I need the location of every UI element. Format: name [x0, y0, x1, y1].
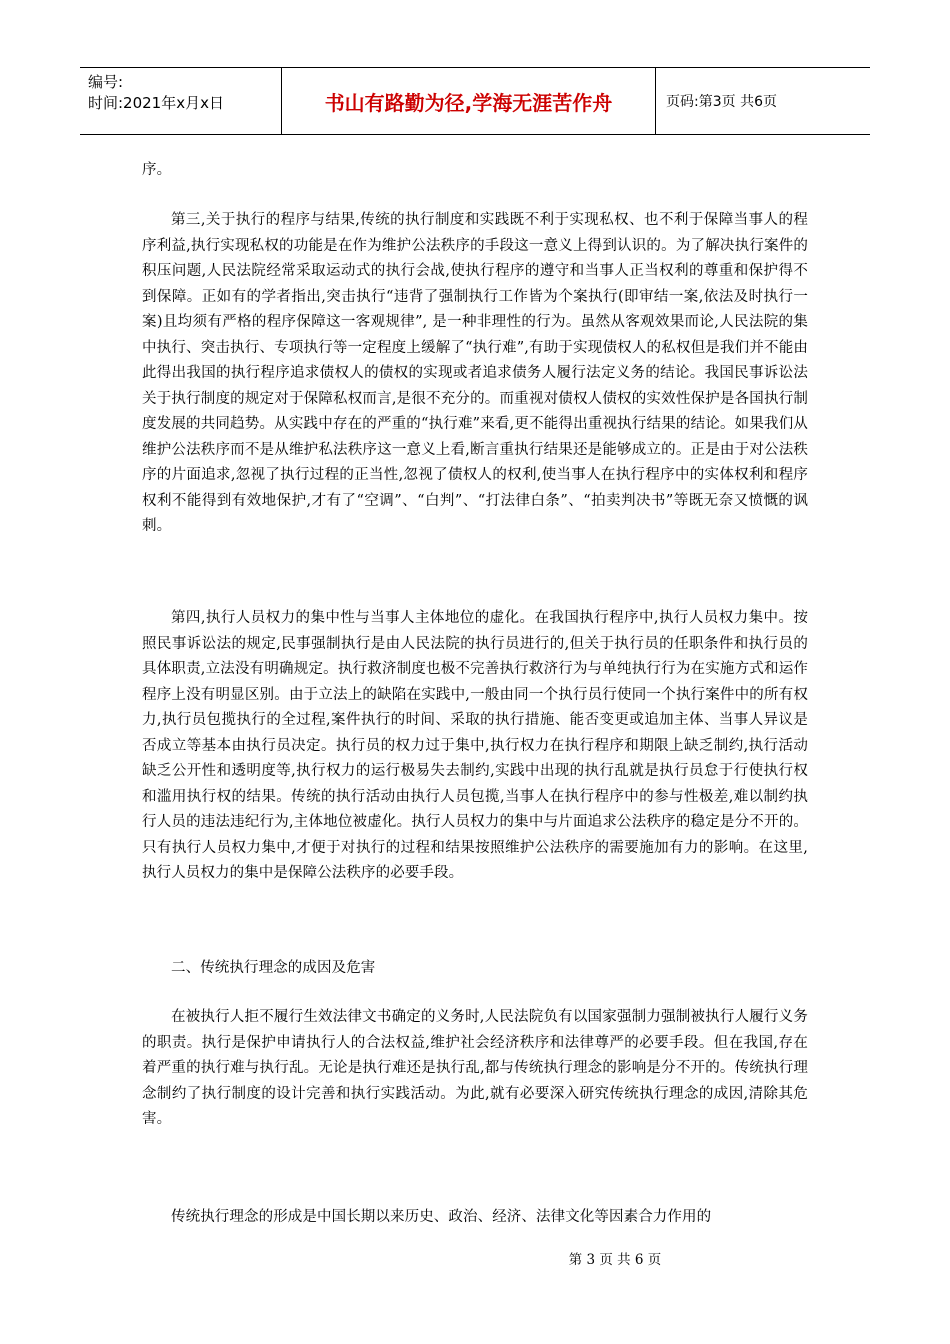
- paragraph-section-intro: 在被执行人拒不履行生效法律文书确定的义务时,人民法院负有以国家强制力强制被执行人履行义务的职责。执行是保护申请执行人的合法权益,维护社会经济秩序和法律尊严的必要手段。但在我国,存在着严重的执行难与执行乱。无论是执行难还是执行乱,都与传统执行理念的影响是分不开的。传统执行理念制约了执行制度的设计完善和执行实践活动。为此,就有必要深入研究传统执行理念的成因,清除其危害。: [142, 1009, 808, 1127]
- document-number-label: 编号:: [88, 73, 124, 91]
- section-heading: 二、传统执行理念的成因及危害: [171, 960, 376, 976]
- page-header: [80, 67, 870, 135]
- paragraph-continuation: 序。: [142, 162, 172, 178]
- document-date: 时间:2021年x月x日: [88, 94, 224, 112]
- paragraph-third-point: 第三,关于执行的程序与结果,传统的执行制度和实践既不利于实现私权、也不利于保障当事人的程序利益,执行实现私权的功能是在作为维护公法秩序的手段这一意义上得到认识的。为了解决执行案件的积压问题,人民法院经常采取运动式的执行会战,使执行程序的遵守和当事人正当权利的尊重和保护得不到保障。正如有的学者指出,突击执行“违背了强制执行工作皆为个案执行(即审结一案,依法及时执行一案)且均须有严格的程序保障这一客观规律”, 是一种非理性的行为。虽然从客观效果而论,人民法院的集中执行、突击执行、专项执行等一定程度上缓解了“执行难”,有助于实现债权人的私权但是我们并不能由此得出我国的执行程序追求债权人的债权的实现或者追求债务人履行法定义务的结论。我国民事诉讼法关于执行制度的规定对于保障私权而言,是很不充分的。而重视对债权人债权的实效性保护是各国执行制度发展的共同趋势。从实践中存在的严重的“执行难”来看,更不能得出重视执行结果的结论。如果我们从维护公法秩序而不是从维护私法秩序这一意义上看,断言重执行结果还是能够成立的。正是由于对公法秩序的片面追求,忽视了执行过程的正当性,忽视了债权人的权利,使当事人在执行程序中的实体权利和程序权利不能得到有效地保护,才有了“空调”、“白判”、“打法律白条”、“拍卖判决书”等既无奈又愤慨的讽刺。: [142, 212, 808, 534]
- header-meta: [80, 68, 282, 134]
- paragraph-fourth-point: 第四,执行人员权力的集中性与当事人主体地位的虚化。在我国执行程序中,执行人员权力集中。按照民事诉讼法的规定,民事强制执行是由人民法院的执行员进行的,但关于执行员的任职条件和执行员的具体职责,立法没有明确规定。执行救济制度也极不完善执行救济行为与单纯执行行为在实施方式和运作程序上没有明显区别。由于立法上的缺陷在实践中,一般由同一个执行员行使同一个执行案件中的所有权力,执行员包揽执行的全过程,案件执行的时间、采取的执行措施、能否变更或追加主体、当事人异议是否成立等基本由执行员决定。执行员的权力过于集中,执行权力在执行程序和期限上缺乏制约,执行活动缺乏公开性和透明度等,执行权力的运行极易失去制约,实践中出现的执行乱就是执行员怠于行使执行权和滥用执行权的结果。传统的执行活动由执行人员包揽,当事人在执行程序中的参与性极差,难以制约执行人员的违法违纪行为,主体地位被虚化。执行人员权力的集中与片面追求公法秩序的稳定是分不开的。只有执行人员权力集中,才便于对执行的过程和结果按照维护公法秩序的需要施加有力的影响。在这里,执行人员权力的集中是保障公法秩序的必要手段。: [142, 610, 808, 881]
- footer-page-number: 第 3 页 共 6 页: [568, 1252, 662, 1268]
- paragraph-causes-start: 传统执行理念的形成是中国长期以来历史、政治、经济、法律文化等因素合力作用的: [171, 1209, 712, 1225]
- page-footer: [0, 1248, 950, 1268]
- header-motto: 书山有路勤为径,学海无涯苦作舟: [282, 68, 656, 134]
- header-page-info: 页码:第3页 共6页: [666, 94, 777, 110]
